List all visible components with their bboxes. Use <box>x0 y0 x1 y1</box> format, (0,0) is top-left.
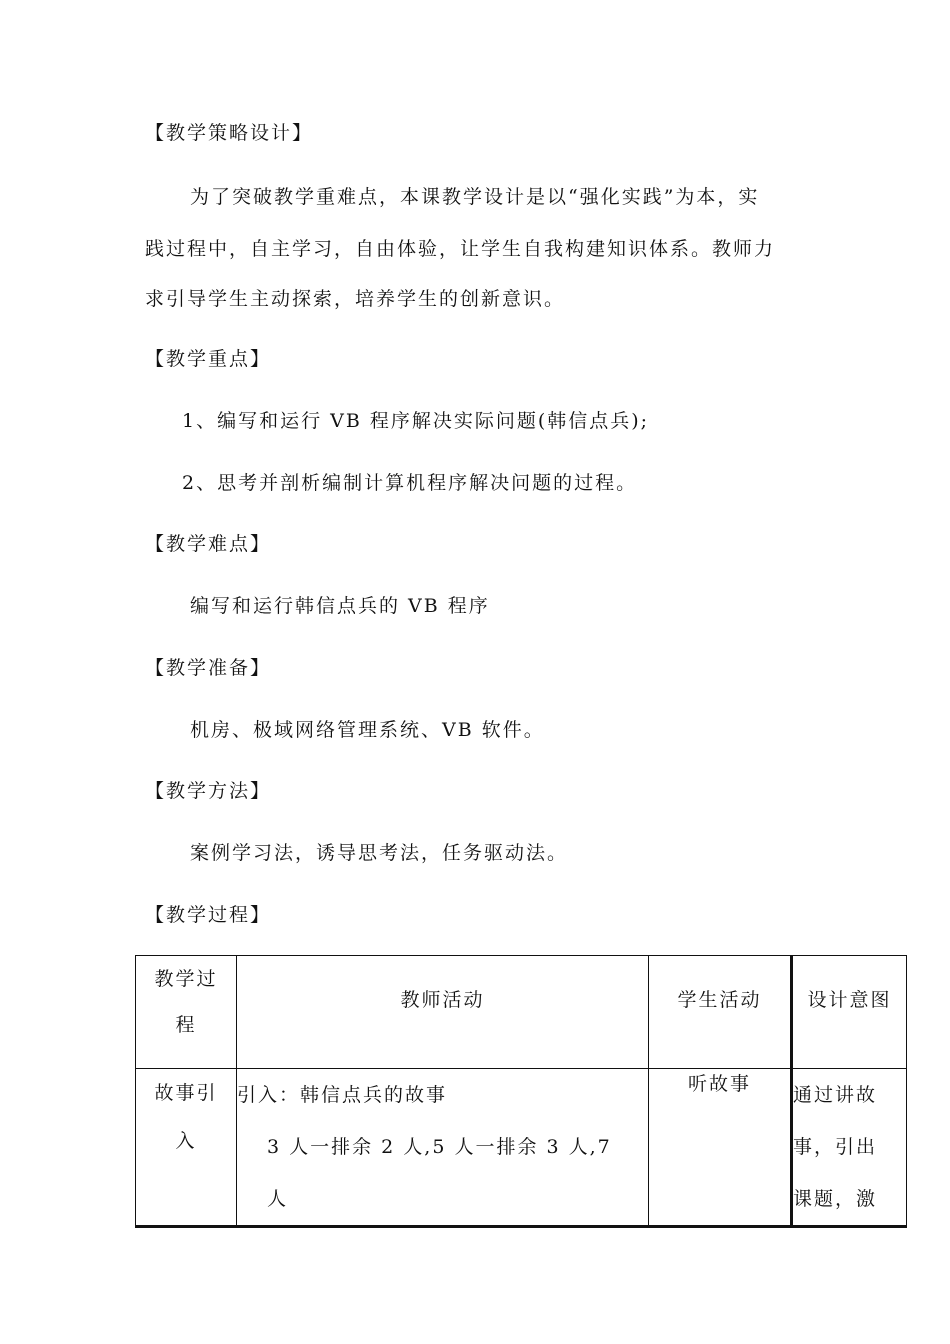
row-intent-line1: 通过讲故 <box>793 1084 878 1106</box>
row-teacher-line2: 3 人一排余 2 人,5 人一排余 3 人,7 人 <box>267 1136 633 1210</box>
row-stage <box>136 1069 237 1227</box>
row-intent <box>792 1069 907 1227</box>
row-intent-line3: 课题，激 <box>793 1188 878 1210</box>
preparation-text: 机房、极域网络管理系统、VB 软件。 <box>190 719 545 741</box>
row-teacher <box>237 1069 649 1227</box>
row-stage-line2: 入 <box>175 1130 197 1152</box>
row-stage-line1: 故事引 <box>154 1082 218 1104</box>
heading-strategy: 【教学策略设计】 <box>145 122 314 144</box>
header-stage-line2: 程 <box>175 1014 197 1036</box>
difficulty-text: 编写和运行韩信点兵的 VB 程序 <box>190 595 490 617</box>
strategy-line-3: 求引导学生主动探索，培养学生的创新意识。 <box>145 288 566 310</box>
heading-difficulty: 【教学难点】 <box>145 533 272 555</box>
heading-method: 【教学方法】 <box>145 780 272 802</box>
header-intent: 设计意图 <box>792 956 907 1069</box>
heading-key-points: 【教学重点】 <box>145 348 272 370</box>
row-intent-line2: 事，引出 <box>793 1136 878 1158</box>
table-header-row <box>136 956 907 1069</box>
row-student: 听故事 <box>649 1069 792 1227</box>
strategy-line-2: 践过程中，自主学习，自由体验，让学生自我构建知识体系。教师力 <box>145 238 776 260</box>
strategy-line-1: 为了突破教学重难点，本课教学设计是以“强化实践”为本，实 <box>190 186 760 208</box>
key-point-1: 1、编写和运行 VB 程序解决实际问题(韩信点兵); <box>182 410 650 432</box>
row-teacher-line1: 引入：韩信点兵的故事 <box>237 1084 448 1106</box>
header-student: 学生活动 <box>649 956 792 1069</box>
process-table <box>135 955 907 1228</box>
key-point-2: 2、思考并剖析编制计算机程序解决问题的过程。 <box>182 472 638 494</box>
method-text: 案例学习法，诱导思考法，任务驱动法。 <box>190 842 569 864</box>
header-stage-line1: 教学过 <box>154 968 218 990</box>
header-stage <box>136 956 237 1069</box>
table-row <box>136 1069 907 1227</box>
header-teacher: 教师活动 <box>237 956 649 1069</box>
heading-process: 【教学过程】 <box>145 904 272 926</box>
heading-preparation: 【教学准备】 <box>145 657 272 679</box>
